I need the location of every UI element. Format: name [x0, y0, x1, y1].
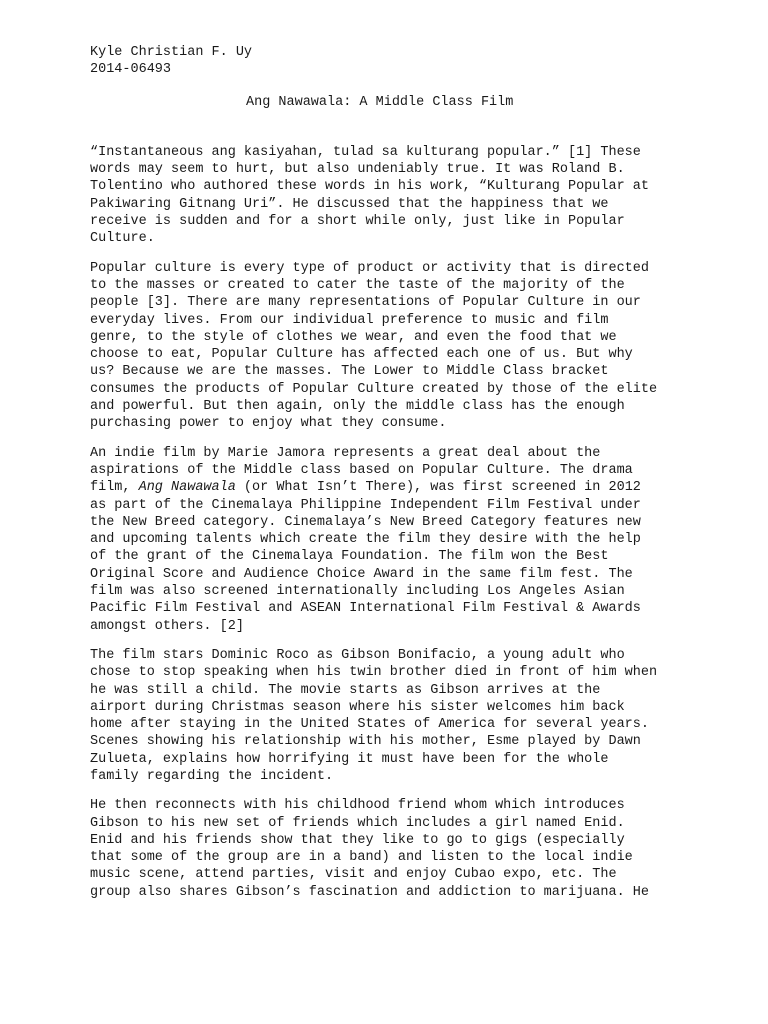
- document-title: Ang Nawawala: A Middle Class Film: [246, 94, 514, 110]
- paragraph-3-text-a: An indie film by Marie Jamora represents a great deal about the aspirations of the Middle class based on Popular Culture. The drama film,: [90, 445, 633, 496]
- paragraph-3: [90, 445, 690, 635]
- film-title-italic: Ang Nawawala: [138, 480, 236, 496]
- student-id: 2014-06493: [90, 62, 172, 78]
- paragraph-5: He then reconnects with his childhood friend whom which introduces Gibson to his new set of friends which includes a girl named Enid. Enid and his friends show that they like to go to gigs (especially that some of the group are in a band) and listen to the local indie music scene, attend parties, visit and enjoy Cubao expo, etc. The group also shares Gibson’s fascination and addiction to marijuana. He: [90, 798, 649, 900]
- paragraph-1: “Instantaneous ang kasiyahan, tulad sa kulturang popular.” [1] These words may seem to hurt, but also undeniably true. It was Roland B. Tolentino who authored these words in his work, “Kulturang Popular at Pakiwaring Gitnang Uri”. He discussed that the happiness that we receive is sudden and for a short while only, just like in Popular Culture.: [90, 144, 649, 247]
- author-name: Kyle Christian F. Uy: [90, 45, 253, 60]
- document-content: [90, 44, 690, 913]
- paragraph-2: Popular culture is every type of product or activity that is directed to the masses or created to cater the taste of the majority of the people [3]. There are many representations of Popular Culture in our everyday lives. From our individual preference to music and film genre, to the style of clothes we wear, and even the food that we choose to eat, Popular Culture has affected each one of us. But why us? Because we are the masses. The Lower to Middle Class bracket consumes the products of Popular Culture created by those of the elite and powerful. But then again, only the middle class has the enough purchasing power to enjoy what they consume.: [90, 260, 658, 432]
- paragraph-4: The film stars Dominic Roco as Gibson Bonifacio, a young adult who chose to stop speaking when his twin brother died in front of him when he was still a child. The movie starts as Gibson arrives at the airport during Christmas season where his sister welcomes him back home after staying in the United States of America for several years. Scenes showing his relationship with his mother, Esme played by Dawn Zulueta, explains how horrifying it must have been for the whole family regarding the incident.: [90, 647, 658, 784]
- paragraph-3-text-b: (or What Isn’t There), was first screened in 2012 as part of the Cinemalaya Philippine Independent Film Festival under the New Breed category. Cinemalaya’s New Breed Category features new and upcoming talents which create the film they desire with the help of the grant of the Cinemalaya Foundation. The film won the Best Original Score and Audience Choice Award in the same film fest. The film was also screened internationally including Los Angeles Asian Pacific Film Festival and ASEAN International Film Festival & Awards amongst others. [2]: [90, 480, 641, 634]
